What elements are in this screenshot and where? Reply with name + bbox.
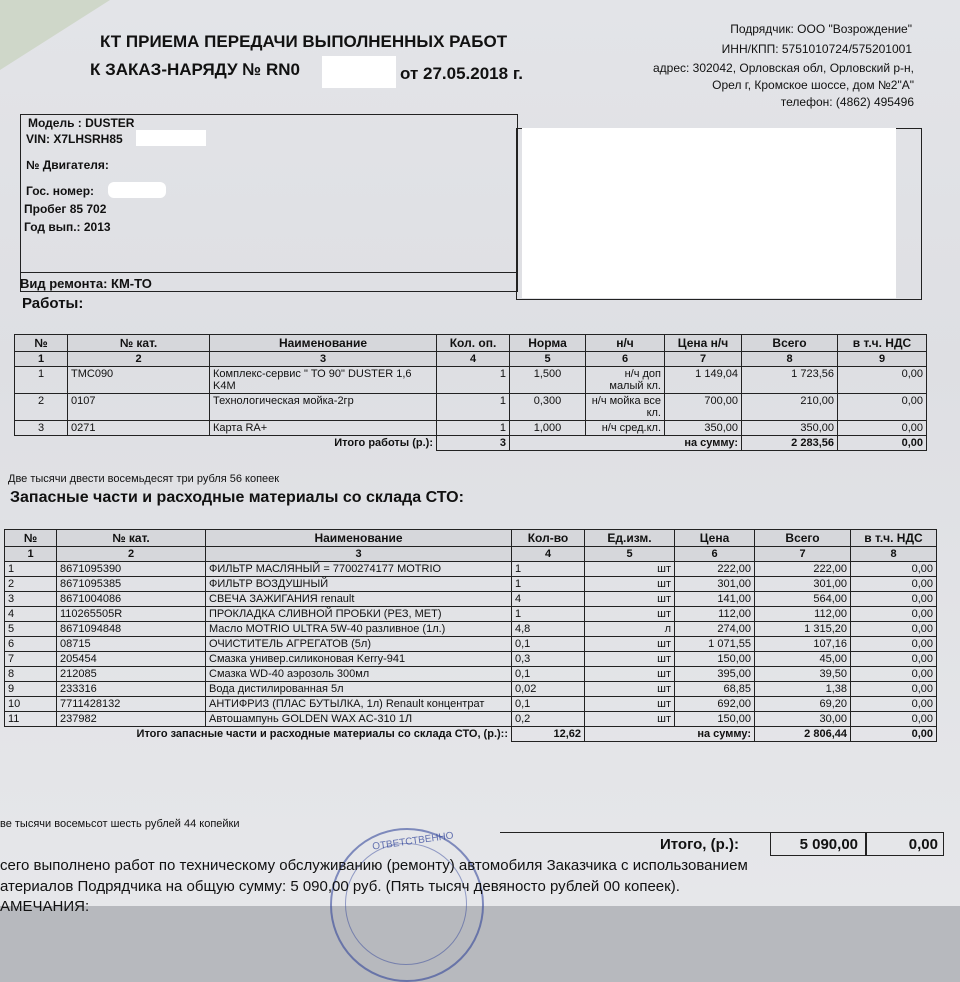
vehicle-model: Модель : DUSTER [28,116,135,130]
parts-row [5,667,937,682]
parts-row [5,562,937,577]
works-total-row [15,436,927,451]
parts-total-row [5,727,937,742]
parts-cell-qty: 1 [512,577,585,592]
col-number: 5 [585,547,675,562]
parts-cell-price: 692,00 [675,697,755,712]
works-cell-qty: 1 [437,394,510,421]
parts-colnum-row [5,547,937,562]
parts-header-row [5,530,937,547]
parts-cell-name: ФИЛЬТР МАСЛЯНЫЙ = 7700274177 MOTRIO [206,562,512,577]
works-sum-in-words: Две тысячи двести восемьдесят три рубля 56 копеек [8,473,280,485]
parts-cell-price: 1 071,55 [675,637,755,652]
parts-cell-cat: 110265505R [57,607,206,622]
parts-cell-unit: л [585,622,675,637]
col-number: 1 [15,352,68,367]
col-header: Всего [742,335,838,352]
col-header: в т.ч. НДС [838,335,927,352]
col-header: № [15,335,68,352]
parts-cell-n: 5 [5,622,57,637]
parts-cell-qty: 0,1 [512,637,585,652]
col-header: Кол-во [512,530,585,547]
col-header: Цена [675,530,755,547]
parts-cell-vat: 0,00 [851,697,937,712]
parts-cell-unit: шт [585,652,675,667]
parts-cell-qty: 4 [512,592,585,607]
col-number: 8 [851,547,937,562]
parts-cell-vat: 0,00 [851,637,937,652]
repair-type: Вид ремонта: КМ-ТО [20,276,152,291]
mileage: Пробег 85 702 [24,202,107,216]
parts-cell-qty: 1 [512,607,585,622]
contractor-name: Подрядчик: ООО "Возрождение" [730,22,912,36]
col-number: 2 [68,352,210,367]
parts-cell-cat: 8671095385 [57,577,206,592]
parts-cell-price: 68,85 [675,682,755,697]
works-cell-nh: н/ч доп малый кл. [586,367,665,394]
col-header: № [5,530,57,547]
works-total-qty: 3 [437,436,510,451]
parts-cell-total: 107,16 [755,637,851,652]
works-cell-vat: 0,00 [838,367,927,394]
parts-cell-price: 112,00 [675,607,755,622]
parts-cell-unit: шт [585,637,675,652]
order-title-prefix: К ЗАКАЗ-НАРЯДУ № RN0 [90,60,300,79]
works-cell-n: 2 [15,394,68,421]
vehicle-vin: VIN: X7LHSRH85 [26,132,123,146]
parts-cell-total: 1 315,20 [755,622,851,637]
works-cell-norm: 1,500 [510,367,586,394]
works-cell-nh: н/ч мойка все кл. [586,394,665,421]
parts-cell-total: 39,50 [755,667,851,682]
grand-total-vat: 0,00 [908,836,938,853]
works-cell-cat: 0107 [68,394,210,421]
parts-cell-price: 141,00 [675,592,755,607]
parts-cell-vat: 0,00 [851,577,937,592]
works-cell-norm: 1,000 [510,421,586,436]
works-cell-vat: 0,00 [838,421,927,436]
works-header-row [15,335,927,352]
works-cell-name: Технологическая мойка-2гр [210,394,437,421]
parts-table [4,529,937,742]
parts-cell-name: Автошампунь GOLDEN WAX AC-310 1Л [206,712,512,727]
works-row [15,421,927,436]
parts-row [5,607,937,622]
parts-cell-qty: 0,02 [512,682,585,697]
parts-row [5,592,937,607]
parts-cell-name: ПРОКЛАДКА СЛИВНОЙ ПРОБКИ (РЕЗ, МЕТ) [206,607,512,622]
parts-cell-n: 8 [5,667,57,682]
col-number: 4 [437,352,510,367]
col-header: Наименование [210,335,437,352]
parts-cell-unit: шт [585,712,675,727]
works-cell-qty: 1 [437,421,510,436]
col-number: 1 [5,547,57,562]
parts-cell-cat: 8671004086 [57,592,206,607]
works-cell-qty: 1 [437,367,510,394]
engine-number: № Двигателя: [26,158,109,172]
parts-cell-price: 301,00 [675,577,755,592]
parts-row [5,697,937,712]
col-number: 3 [210,352,437,367]
col-number: 7 [755,547,851,562]
parts-cell-n: 11 [5,712,57,727]
contractor-inn: ИНН/КПП: 5751010724/575201001 [721,42,912,56]
parts-row [5,652,937,667]
col-header: Всего [755,530,851,547]
parts-cell-unit: шт [585,562,675,577]
parts-cell-n: 3 [5,592,57,607]
parts-cell-name: СВЕЧА ЗАЖИГАНИЯ renault [206,592,512,607]
parts-cell-cat: 205454 [57,652,206,667]
parts-cell-total: 222,00 [755,562,851,577]
parts-row [5,712,937,727]
parts-cell-cat: 8671094848 [57,622,206,637]
parts-cell-price: 150,00 [675,652,755,667]
parts-cell-unit: шт [585,697,675,712]
contractor-address-2: Орел г, Кромское шоссе, дом №2"А" [712,78,914,92]
parts-cell-n: 9 [5,682,57,697]
col-number: 8 [742,352,838,367]
works-row [15,367,927,394]
parts-total-vat: 0,00 [851,727,937,742]
redacted-vin [136,130,206,146]
redacted-plate [108,182,166,198]
works-row [15,394,927,421]
col-number: 4 [512,547,585,562]
parts-cell-total: 30,00 [755,712,851,727]
parts-cell-total: 301,00 [755,577,851,592]
parts-cell-vat: 0,00 [851,712,937,727]
parts-total-qty: 12,62 [512,727,585,742]
works-total-label: Итого работы (р.): [15,436,437,451]
order-date: от 27.05.2018 г. [400,64,523,83]
col-header: № кат. [57,530,206,547]
works-sum-label: на сумму: [510,436,742,451]
works-colnum-row [15,352,927,367]
col-header: № кат. [68,335,210,352]
parts-cell-n: 2 [5,577,57,592]
parts-cell-name: АНТИФРИЗ (ПЛАС БУТЫЛКА, 1л) Renault концентрат [206,697,512,712]
act-title: КТ ПРИЕМА ПЕРЕДАЧИ ВЫПОЛНЕННЫХ РАБОТ [100,32,508,51]
parts-cell-total: 1,38 [755,682,851,697]
parts-cell-total: 45,00 [755,652,851,667]
col-number: 6 [675,547,755,562]
parts-cell-name: Смазка универ.силиконовая Kerry-941 [206,652,512,667]
works-cell-total: 350,00 [742,421,838,436]
parts-cell-name: Смазка WD-40 аэрозоль 300мл [206,667,512,682]
col-header: Кол. оп. [437,335,510,352]
summary-line-1: сего выполнено работ по техническому обслуживанию (ремонту) автомобиля Заказчика с использованием [0,857,748,874]
works-cell-n: 1 [15,367,68,394]
works-cell-total: 1 723,56 [742,367,838,394]
parts-cell-name: Вода дистилированная 5л [206,682,512,697]
parts-cell-qty: 0,2 [512,712,585,727]
parts-sum-label: на сумму: [585,727,755,742]
parts-cell-n: 6 [5,637,57,652]
parts-cell-n: 10 [5,697,57,712]
col-header: Норма [510,335,586,352]
parts-cell-qty: 4,8 [512,622,585,637]
col-number: 5 [510,352,586,367]
works-cell-price: 350,00 [665,421,742,436]
parts-cell-total: 69,20 [755,697,851,712]
works-cell-price: 1 149,04 [665,367,742,394]
col-number: 7 [665,352,742,367]
parts-cell-price: 222,00 [675,562,755,577]
works-cell-nh: н/ч сред.кл. [586,421,665,436]
col-header: в т.ч. НДС [851,530,937,547]
parts-cell-qty: 0,3 [512,652,585,667]
parts-cell-qty: 0,1 [512,697,585,712]
works-cell-name: Комплекс-сервис " ТО 90" DUSTER 1,6 K4M [210,367,437,394]
parts-cell-vat: 0,00 [851,667,937,682]
parts-row [5,622,937,637]
contractor-phone: телефон: (4862) 495496 [780,95,914,109]
divider [20,272,518,273]
parts-cell-n: 4 [5,607,57,622]
parts-cell-n: 7 [5,652,57,667]
parts-cell-unit: шт [585,577,675,592]
parts-cell-cat: 08715 [57,637,206,652]
parts-cell-total: 564,00 [755,592,851,607]
parts-cell-cat: 7711428132 [57,697,206,712]
parts-cell-unit: шт [585,682,675,697]
works-cell-vat: 0,00 [838,394,927,421]
works-total-vat: 0,00 [838,436,927,451]
col-header: Цена н/ч [665,335,742,352]
works-cell-cat: 0271 [68,421,210,436]
parts-row [5,682,937,697]
col-number: 9 [838,352,927,367]
parts-cell-vat: 0,00 [851,592,937,607]
parts-cell-vat: 0,00 [851,622,937,637]
works-cell-norm: 0,300 [510,394,586,421]
parts-cell-unit: шт [585,592,675,607]
parts-cell-price: 395,00 [675,667,755,682]
parts-cell-cat: 237982 [57,712,206,727]
parts-cell-cat: 233316 [57,682,206,697]
parts-cell-unit: шт [585,607,675,622]
parts-row [5,577,937,592]
works-table [14,334,927,451]
parts-cell-cat: 212085 [57,667,206,682]
parts-cell-n: 1 [5,562,57,577]
stamp-text: ОТВЕТСТВЕННО [371,830,455,853]
parts-cell-vat: 0,00 [851,562,937,577]
parts-cell-name: Масло MOTRIO ULTRA 5W-40 разливное (1л.) [206,622,512,637]
contractor-address-1: адрес: 302042, Орловская обл, Орловский р-н, [652,61,914,75]
parts-cell-name: ОЧИСТИТЕЛЬ АГРЕГАТОВ (5л) [206,637,512,652]
parts-total-label: Итого запасные части и расходные материалы со склада СТО, (р.):: [5,727,512,742]
works-total-sum: 2 283,56 [742,436,838,451]
parts-cell-vat: 0,00 [851,652,937,667]
plate-number: Гос. номер: [26,184,95,198]
redacted-order-number [322,56,396,88]
parts-cell-price: 274,00 [675,622,755,637]
parts-cell-qty: 1 [512,562,585,577]
parts-total-sum: 2 806,44 [755,727,851,742]
summary-line-2: атериалов Подрядчика на общую сумму: 5 090,00 руб. (Пять тысяч девяносто рублей 00 копеек). [0,878,680,895]
parts-cell-cat: 8671095390 [57,562,206,577]
redacted-customer-info [522,128,896,298]
col-header: н/ч [586,335,665,352]
remarks-label: АМЕЧАНИЯ: [0,898,90,915]
parts-cell-name: ФИЛЬТР ВОЗДУШНЫЙ [206,577,512,592]
parts-row [5,637,937,652]
col-number: 3 [206,547,512,562]
col-header: Наименование [206,530,512,547]
col-number: 6 [586,352,665,367]
parts-cell-vat: 0,00 [851,682,937,697]
parts-sum-in-words: ве тысячи восемьсот шесть рублей 44 копейки [0,818,240,830]
col-number: 2 [57,547,206,562]
works-cell-n: 3 [15,421,68,436]
works-section-title: Работы: [22,295,84,312]
works-cell-cat: TMC090 [68,367,210,394]
grand-total-sum: 5 090,00 [799,836,858,853]
works-cell-total: 210,00 [742,394,838,421]
col-header: Ед.изм. [585,530,675,547]
parts-cell-vat: 0,00 [851,607,937,622]
works-cell-price: 700,00 [665,394,742,421]
grand-total-label: Итого, (р.): [660,836,739,853]
parts-cell-total: 112,00 [755,607,851,622]
parts-cell-price: 150,00 [675,712,755,727]
manufacture-year: Год вып.: 2013 [24,220,111,234]
parts-cell-qty: 0,1 [512,667,585,682]
parts-section-title: Запасные части и расходные материалы со склада СТО: [10,489,464,506]
parts-cell-unit: шт [585,667,675,682]
works-cell-name: Карта RA+ [210,421,437,436]
